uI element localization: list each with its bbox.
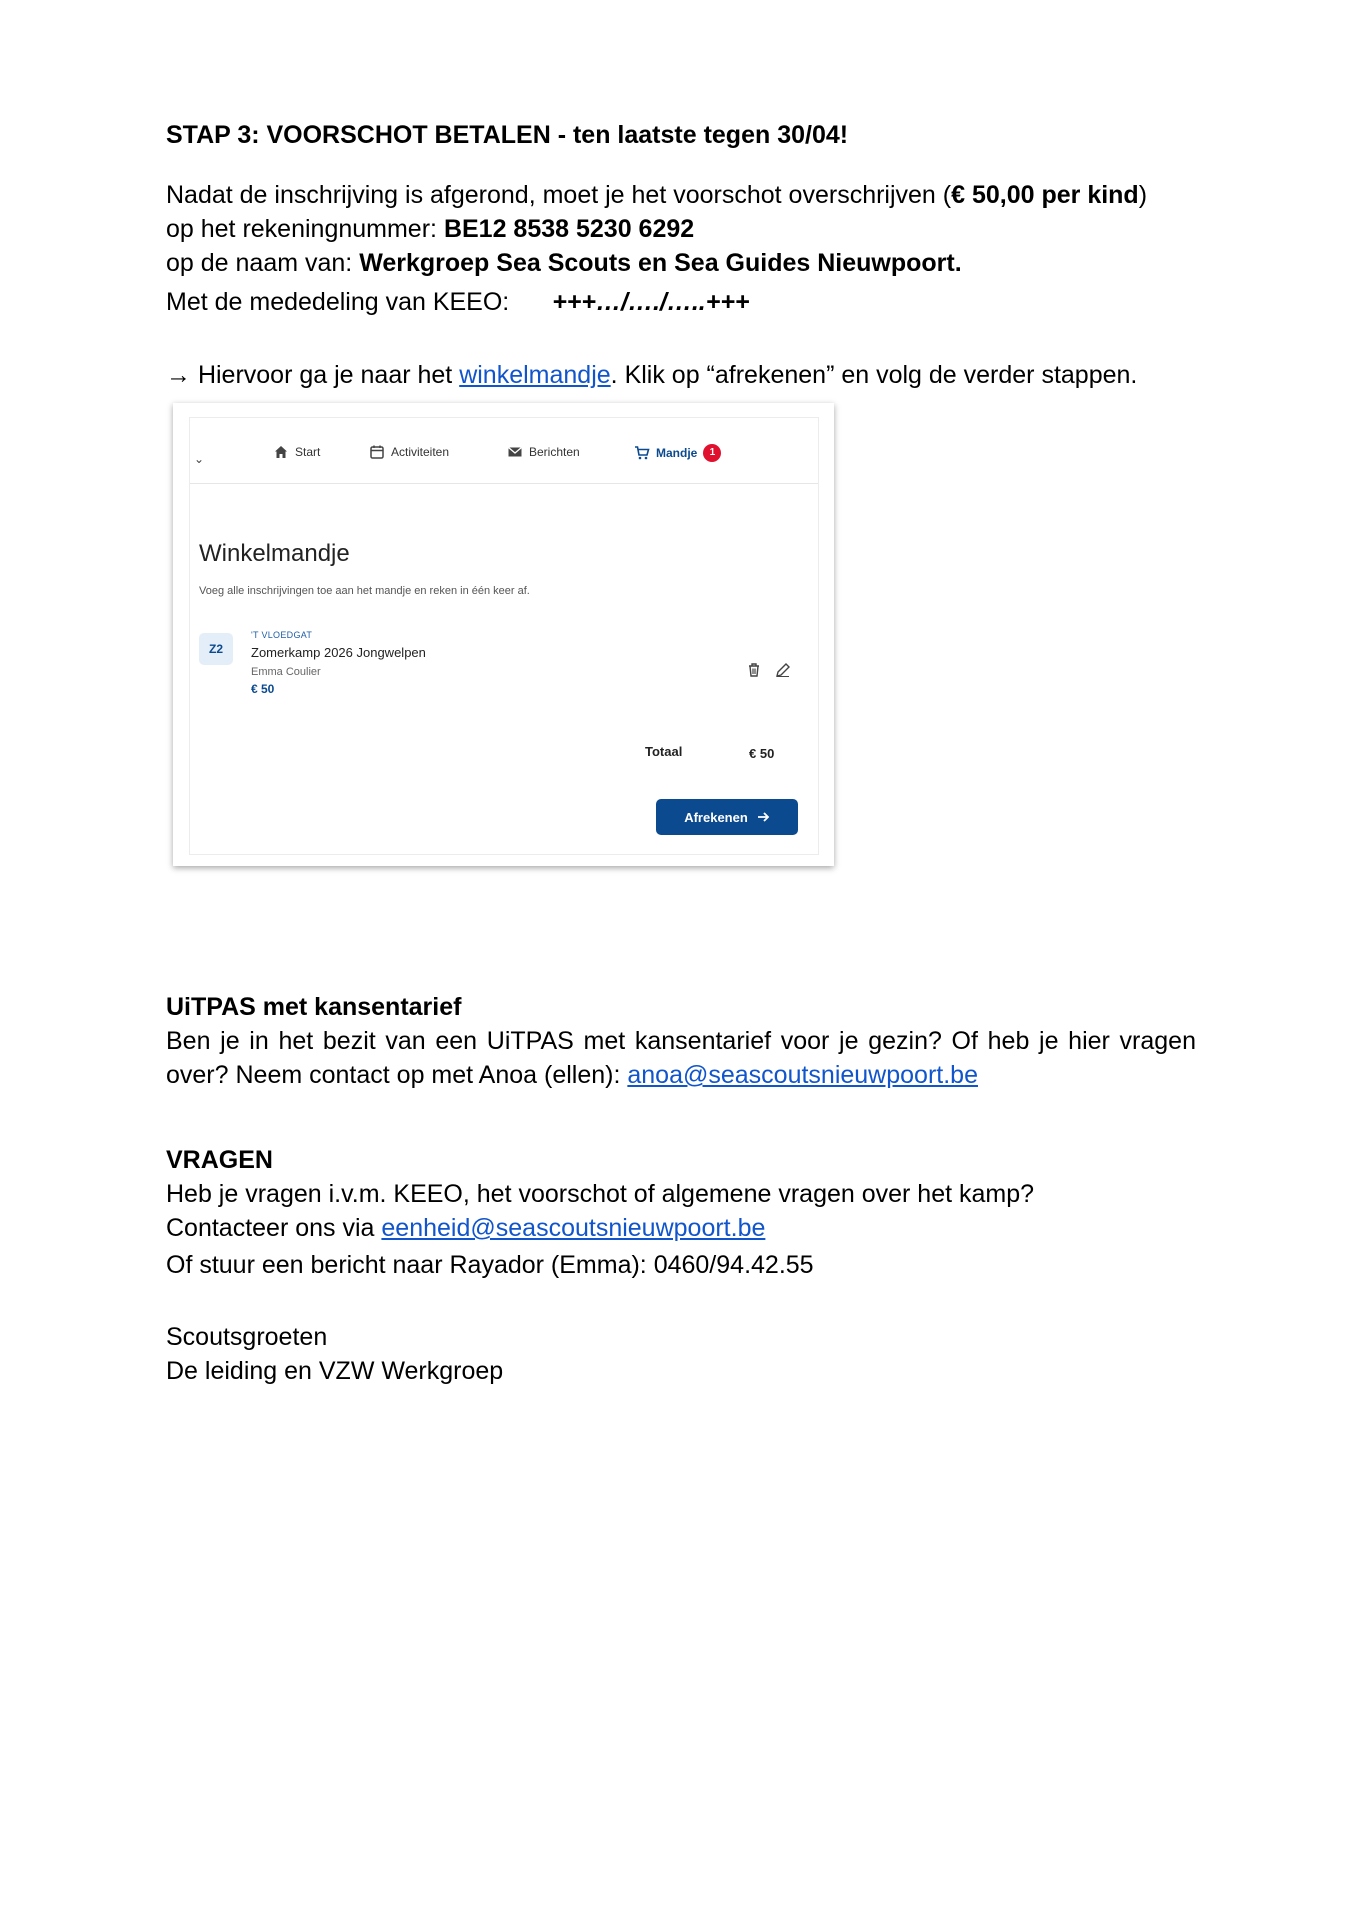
vragen-email-link[interactable]: eenheid@seascoutsnieuwpoort.be [381,1214,766,1242]
cart-screenshot [173,403,834,866]
nav-cart-label: Mandje [656,446,698,460]
step3-title: STAP 3: VOORSCHOT BETALEN - ten laatste tegen 30/04! [166,121,849,149]
nav-activities-label: Activiteiten [391,445,450,459]
nav-cart[interactable] [634,444,721,462]
vragen-line3: Of stuur een bericht naar Rayador (Emma): 0460/94.42.55 [166,1251,814,1279]
cart-icon [634,445,650,461]
cart-subtitle: Voeg alle inschrijvingen toe aan het mandje en reken in één keer af. [199,585,530,597]
vragen-line1: Heb je vragen i.v.m. KEEO, het voorschot of algemene vragen over het kamp? [166,1180,1035,1208]
calendar-icon [369,444,385,460]
step3-line-name: op de naam van: Werkgroep Sea Scouts en Sea Guides Nieuwpoort. [166,249,962,277]
step3-line-reference: Met de mededeling van KEEO: +++…/…./…..+++ [166,288,750,316]
uitpas-line2: over? Neem contact op met Anoa (ellen): anoa@seascoutsnieuwpoort.be [166,1061,978,1089]
vragen-heading: VRAGEN [166,1146,273,1174]
step3-cart-instruction: → Hiervoor ga je naar het winkelmandje. Klik op “afrekenen” en volg de verder stappen. [166,361,1138,389]
item-organisation: 'T VLOEDGAT [251,630,313,640]
total-value: € 50 [749,746,775,761]
uitpas-line1: Ben je in het bezit van een UiTPAS met kansentarief voor je gezin? Of heb je hier vragen [166,1027,1196,1055]
cart-panel [189,417,819,855]
cart-title: Winkelmandje [199,540,350,567]
nav-start[interactable] [273,444,320,460]
nav-messages-label: Berichten [529,445,580,459]
vragen-line2: Contacteer ons via eenheid@seascoutsnieuwpoort.be [166,1214,766,1242]
item-price: € 50 [251,682,275,696]
closing-signature: De leiding en VZW Werkgroep [166,1357,504,1385]
uitpas-heading: UiTPAS met kansentarief [166,993,462,1021]
total-label: Totaal [645,744,683,759]
checkout-label: Afrekenen [684,809,748,825]
envelope-icon [507,444,523,460]
closing-greeting: Scoutsgroeten [166,1323,328,1351]
home-icon [273,444,289,460]
nav-activities[interactable] [369,444,449,460]
item-title: Zomerkamp 2026 Jongwelpen [251,645,426,660]
winkelmandje-link[interactable]: winkelmandje [459,361,611,389]
step3-line-account: op het rekeningnummer: BE12 8538 5230 6292 [166,215,695,243]
arrow-right-icon [756,810,770,824]
nav-start-label: Start [295,445,321,459]
chevron-down-icon[interactable]: ⌄ [194,452,205,466]
top-nav [190,418,818,484]
cart-count-badge: 1 [703,444,721,462]
nav-messages[interactable] [507,444,580,460]
checkout-button[interactable] [656,799,798,835]
trash-icon[interactable] [745,661,763,679]
edit-pencil-icon[interactable] [774,661,792,679]
item-person: Emma Coulier [251,666,321,678]
group-avatar: Z2 [199,633,233,665]
step3-line-amount: Nadat de inschrijving is afgerond, moet je het voorschot overschrijven (€ 50,00 per kind) [166,181,1148,209]
uitpas-email-link[interactable]: anoa@seascoutsnieuwpoort.be [627,1061,978,1089]
